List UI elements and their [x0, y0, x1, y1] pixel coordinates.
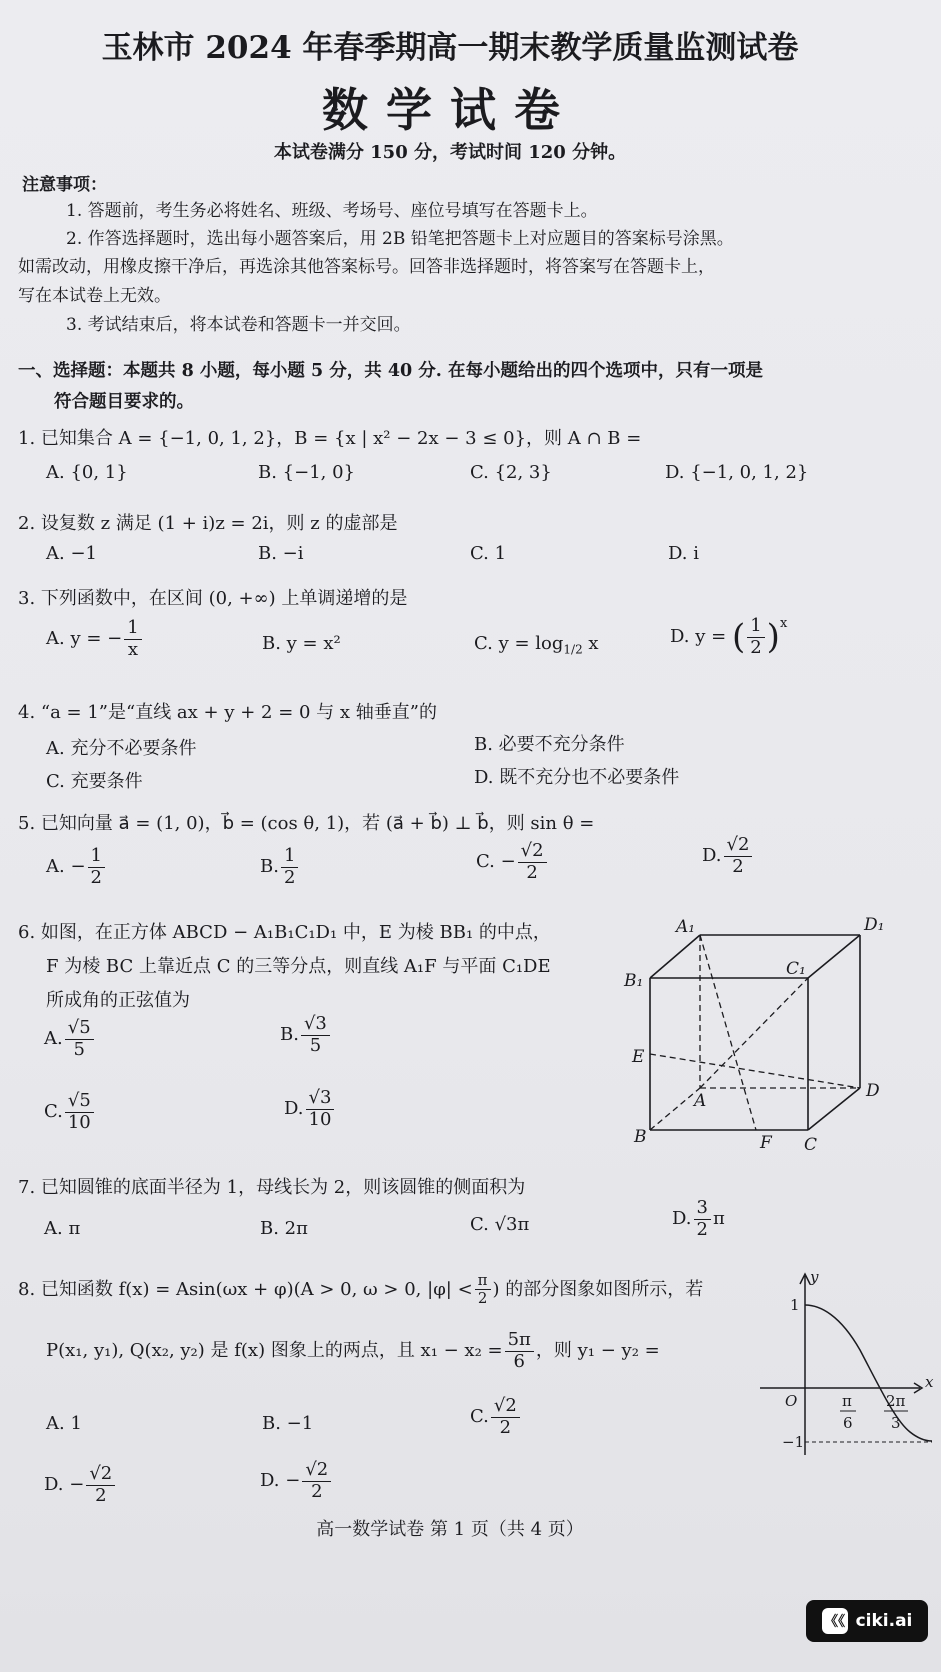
q5-a-prefix: A. − [46, 856, 86, 878]
q6-option-c [44, 1091, 96, 1133]
q8-option-d1 [44, 1464, 117, 1506]
label-e: E [632, 1047, 645, 1067]
q6-option-a [44, 1018, 96, 1060]
q8-option-d2 [260, 1460, 333, 1502]
q3-option-d: D. y = ( $\frac{1}{2}$ )$^x$ [670, 615, 788, 658]
q5-option-c [476, 841, 549, 883]
cube-figure [620, 910, 900, 1150]
q6-a-fraction [65, 1018, 94, 1060]
q5-option-a [46, 846, 107, 888]
question-8-stem-1 [18, 1272, 703, 1308]
q6-b-num: √3 [301, 1014, 330, 1036]
exam-title: 玉林市 2024 年春季期高一期末教学质量监测试卷 [101, 30, 799, 66]
q7-d-fraction [694, 1198, 711, 1240]
q2-option-d: D. i [668, 543, 699, 564]
q4-option-a: A. 充分不必要条件 [46, 738, 197, 759]
q8-stem2-den: 6 [513, 1350, 525, 1372]
q3-a-fraction [124, 618, 141, 660]
q6-d-num: √3 [306, 1088, 335, 1110]
q5-b-prefix: B. [260, 856, 279, 878]
q6-a-prefix: A. [44, 1028, 63, 1050]
q6-b-prefix: B. [280, 1024, 299, 1046]
label-c: C [804, 1135, 818, 1150]
exam-subtitle: 数学试卷 [322, 83, 578, 137]
q3-d-prefix: D. y = [670, 626, 727, 648]
q5-b-num: 1 [281, 846, 298, 868]
q6-option-b [280, 1014, 332, 1056]
hidden-edge-b-a [650, 1088, 700, 1130]
q3-c-base: 1/2 [563, 642, 583, 657]
q8-d2-prefix: D. − [260, 1470, 301, 1492]
q5-option-b [260, 846, 300, 888]
label-f: F [760, 1133, 772, 1150]
q7-option-d [672, 1198, 725, 1240]
q8-c-prefix: C. [470, 1406, 489, 1428]
q8-stem2-post: ，则 y₁ − y₂ = [535, 1340, 660, 1362]
q8-d2-fraction [302, 1460, 331, 1502]
q6-a-den: 5 [73, 1038, 85, 1060]
q3-d-exp: x [779, 616, 788, 631]
q5-a-fraction [88, 846, 105, 888]
label-b: B [634, 1127, 647, 1147]
question-7-stem: 7. 已知圆锥的底面半径为 1，母线长为 2，则该圆锥的侧面积为 [18, 1177, 526, 1198]
label-y: y [810, 1270, 819, 1286]
q6-c-fraction [65, 1091, 94, 1133]
q7-d-prefix: D. [672, 1208, 692, 1230]
q8-stem1-prefix: 8. 已知函数 f(x) = Asin(ωx + φ)(A > 0, ω > 0, |φ| < [18, 1278, 473, 1300]
q6-d-den: 10 [308, 1108, 332, 1130]
label-a: A [694, 1091, 707, 1111]
notice-line-1: 1. 答题前，考生务必将姓名、班级、考场号、座位号填写在答题卡上。 [66, 201, 598, 221]
q5-d-prefix: D. [702, 845, 722, 867]
q3-a-prefix: A. y = − [46, 628, 123, 650]
q6-c-den: 10 [67, 1111, 91, 1133]
notice-line-4: 写在本试卷上无效。 [18, 286, 171, 306]
q5-c-num: √2 [518, 841, 547, 863]
question-3-stem: 3. 下列函数中，在区间 (0, +∞) 上单调递增的是 [18, 588, 408, 609]
line-a1-f [700, 935, 756, 1130]
section-heading [18, 356, 898, 418]
label-c1: C₁ [786, 959, 806, 979]
q7-d-den: 2 [696, 1218, 708, 1240]
q5-c-fraction [518, 841, 547, 883]
label-neg-one: −1 [782, 1433, 805, 1451]
notice-line-3: 如需改动，用橡皮擦干净后，再选涂其他答案标号。回答非选择题时，将答案写在答题卡上， [18, 257, 715, 277]
watermark [806, 1600, 928, 1642]
q3-option-b: B. y = x² [262, 633, 341, 654]
q5-c-den: 2 [526, 861, 538, 883]
q3-d-fraction [747, 616, 764, 658]
label-origin: O [785, 1392, 798, 1410]
q7-d-num: 3 [694, 1198, 711, 1220]
q3-c-prefix: C. y = log [474, 633, 564, 654]
q7-option-a: A. π [44, 1218, 81, 1239]
question-4-stem: 4. “a = 1”是“直线 ax + y + 2 = 0 与 x 轴垂直”的 [18, 702, 437, 723]
q5-option-d [702, 835, 754, 877]
label-one: 1 [790, 1296, 800, 1314]
question-6-stem-2: F 为棱 BC 上靠近点 C 的三等分点，则直线 A₁F 与平面 C₁DE [46, 956, 551, 977]
q8-option-b: B. −1 [262, 1413, 314, 1434]
q7-d-post: π [712, 1208, 725, 1230]
q8-d1-den: 2 [95, 1484, 107, 1506]
question-5-stem: 5. 已知向量 a⃗ = (1, 0)，b⃗ = (cos θ, 1)，若 (a⃗ + b⃗) ⊥ b⃗，则 sin θ = [18, 813, 595, 834]
label-d: D [866, 1081, 880, 1101]
q8-stem1-den: 2 [477, 1289, 488, 1308]
q3-d-den: 2 [750, 636, 762, 658]
q8-d2-num: √2 [302, 1460, 331, 1482]
question-6-stem-1: 6. 如图，在正方体 ABCD − A₁B₁C₁D₁ 中，E 为棱 BB₁ 的中点， [18, 922, 551, 943]
q8-c-num: √2 [491, 1396, 520, 1418]
q8-stem2-fraction [505, 1330, 534, 1372]
label-x: x [925, 1373, 934, 1391]
label-a1: A₁ [676, 917, 696, 937]
q3-d-num: 1 [747, 616, 764, 638]
q8-d1-fraction [86, 1464, 115, 1506]
q8-c-fraction [491, 1396, 520, 1438]
q6-c-prefix: C. [44, 1101, 63, 1123]
exam-meta: 本试卷满分 150 分，考试时间 120 分钟。 [273, 142, 627, 163]
notice-heading: 注意事项： [22, 175, 107, 195]
section-line-1: 一、选择题：本题共 8 小题，每小题 5 分，共 40 分. 在每小题给出的四个选项中，只有一项是 [18, 361, 763, 381]
q6-d-fraction [306, 1088, 335, 1130]
q8-d1-num: √2 [86, 1464, 115, 1486]
q1-option-b: B. {−1, 0} [258, 462, 356, 483]
q8-stem2-prefix: P(x₁, y₁), Q(x₂, y₂) 是 f(x) 图象上的两点，且 x₁ − x₂ = [46, 1340, 503, 1362]
q5-a-num: 1 [88, 846, 105, 868]
page-footer: 高一数学试卷 第 1 页（共 4 页） [316, 1519, 584, 1540]
q7-option-c: C. √3π [470, 1214, 530, 1235]
q6-b-den: 5 [309, 1034, 322, 1056]
q3-option-a [46, 618, 144, 660]
q1-option-d: D. {−1, 0, 1, 2} [665, 462, 809, 483]
q8-stem1-num: π [475, 1272, 491, 1290]
q6-c-num: √5 [65, 1091, 94, 1113]
sine-curve [805, 1305, 932, 1441]
label-b1: B₁ [624, 971, 644, 991]
q5-a-den: 2 [90, 866, 102, 888]
q5-c-prefix: C. − [476, 851, 516, 873]
q3-a-den: x [127, 638, 139, 660]
q1-option-c: C. {2, 3} [470, 462, 552, 483]
question-2-stem: 2. 设复数 z 满足 (1 + i)z = 2i，则 z 的虚部是 [18, 513, 398, 534]
q5-d-den: 2 [732, 855, 744, 877]
q8-stem1-post: ) 的部分图象如图所示，若 [492, 1278, 704, 1300]
q2-option-b: B. −i [258, 543, 304, 564]
tick-pi6-num: π [842, 1392, 852, 1410]
question-8-stem-2 [46, 1330, 660, 1372]
q8-option-c [470, 1396, 522, 1438]
q5-b-den: 2 [283, 866, 296, 888]
q3-c-post: x [582, 633, 599, 654]
q8-stem2-num: 5π [505, 1330, 534, 1352]
watermark-text: ciki.ai [855, 1611, 913, 1631]
q8-stem1-fraction [475, 1272, 491, 1308]
hidden-line [700, 978, 808, 1088]
q8-d2-den: 2 [311, 1480, 323, 1502]
line-e-d [650, 1054, 860, 1088]
q5-d-fraction [724, 835, 753, 877]
question-6-stem-3: 所成角的正弦值为 [46, 990, 190, 1011]
q8-d1-prefix: D. − [44, 1474, 85, 1496]
edge-c1-d1 [808, 935, 860, 978]
q8-c-den: 2 [499, 1416, 512, 1438]
tick-pi6-den: 6 [843, 1414, 853, 1432]
q6-d-prefix: D. [284, 1098, 304, 1120]
q8-option-a: A. 1 [46, 1413, 82, 1434]
q6-a-num: √5 [65, 1018, 94, 1040]
sine-graph [760, 1270, 941, 1460]
q7-option-b: B. 2π [260, 1218, 308, 1239]
question-1-stem: 1. 已知集合 A = {−1, 0, 1, 2}，B = {x | x² − 2x − 3 ≤ 0}，则 A ∩ B = [18, 428, 642, 449]
q6-option-d [284, 1088, 336, 1130]
q4-option-d: D. 既不充分也不必要条件 [474, 767, 680, 788]
edge-c-d [808, 1088, 860, 1130]
tick-2pi3-num: 2π [886, 1392, 906, 1410]
q3-a-num: 1 [124, 618, 141, 640]
section-line-2: 符合题目要求的。 [54, 392, 194, 412]
q1-option-a: A. {0, 1} [46, 462, 128, 483]
q4-option-b: B. 必要不充分条件 [474, 734, 625, 755]
label-d1: D₁ [864, 915, 885, 935]
notice-line-2: 2. 作答选择题时，选出每小题答案后，用 2B 铅笔把答题卡上对应题目的答案标号涂黑。 [66, 229, 734, 249]
q4-option-c: C. 充要条件 [46, 771, 143, 792]
q6-b-fraction [301, 1014, 330, 1056]
edge-b1-a1 [650, 935, 700, 978]
q2-option-c: C. 1 [470, 543, 507, 564]
watermark-logo-icon: 《《 [822, 1608, 848, 1634]
q5-b-fraction [281, 846, 298, 888]
q3-option-c [474, 633, 599, 657]
tick-2pi3-den: 3 [891, 1414, 901, 1432]
q2-option-a: A. −1 [46, 543, 97, 564]
notice-line-5: 3. 考试结束后，将本试卷和答题卡一并交回。 [66, 315, 411, 335]
q5-d-num: √2 [724, 835, 753, 857]
